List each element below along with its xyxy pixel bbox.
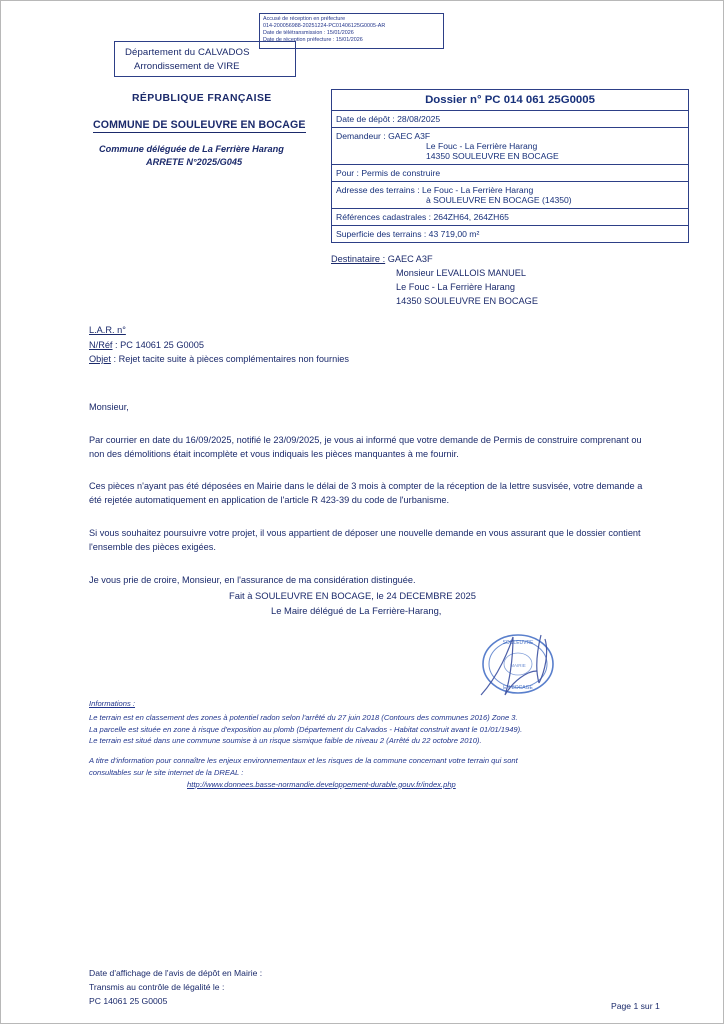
demandeur-line-1: Demandeur : GAEC A3F	[336, 131, 431, 141]
arrete-number: ARRETE N°2025/G045	[146, 157, 243, 167]
demandeur-line-2: Le Fouc - La Ferrière Harang	[426, 141, 538, 151]
official-round-stamp-icon	[479, 631, 563, 703]
footer-line-1: Date d'affichage de l'avis de dépôt en Mairie :	[89, 968, 263, 978]
objet-label: Objet	[89, 354, 111, 365]
informations-line-3: Le terrain est situé dans une commune soumise à un risque sismique faible de niveau 2 (Arrêté du 22 octobre 2010).	[89, 736, 482, 746]
stamp-line-2: 014-200056988-20251224-PC01406125G0005-AR	[263, 23, 386, 30]
page-number: Page 1 sur 1	[611, 1001, 660, 1011]
adresse-line-1: Adresse des terrains : Le Fouc - La Ferrière Harang	[336, 185, 534, 195]
paragraph-1: Par courrier en date du 16/09/2025, notifié le 23/09/2025, je vous ai informé que votre demande de Permis de construire comprenant ou non des démolitions était incomplète et vous indiquais les pièces manquantes à me fournir.	[89, 434, 642, 459]
dossier-pour: Pour : Permis de construire	[332, 165, 688, 182]
republique-francaise: RÉPUBLIQUE FRANÇAISE	[132, 93, 272, 104]
destinataire-line-2: Monsieur LEVALLOIS MANUEL	[396, 267, 527, 278]
footer-line-3: PC 14061 25 G0005	[89, 995, 168, 1006]
dossier-demandeur	[332, 128, 688, 165]
signature-block	[229, 589, 476, 618]
signature-role: Le Maire délégué de La Ferrière-Harang,	[271, 604, 442, 616]
adresse-line-2: à SOULEUVRE EN BOCAGE (14350)	[426, 195, 572, 205]
destinataire-block	[331, 253, 538, 309]
footer-line-2: Transmis au contrôle de légalité le :	[89, 981, 225, 992]
nref-line	[89, 338, 349, 353]
destinataire-name: GAEC A3F	[385, 254, 433, 264]
lar-label: L.A.R. n°	[89, 325, 126, 335]
objet-value: : Rejet tacite suite à pièces complémentaires non fournies	[110, 354, 349, 365]
demandeur-line-3: 14350 SOULEUVRE EN BOCAGE	[426, 151, 559, 161]
stamp-line-3: Date de télétransmission : 15/01/2026	[263, 30, 354, 37]
paragraph-4: Je vous prie de croire, Monsieur, en l'assurance de ma considération distinguée.	[89, 574, 416, 585]
destinataire-line-1	[331, 253, 538, 267]
objet-line	[89, 352, 349, 367]
informations-line-4: A titre d'information pour connaître les enjeux environnementaux et les risques de la commune concernant votre terrain qui sont	[89, 756, 518, 766]
commune-title: COMMUNE DE SOULEUVRE EN BOCAGE	[93, 119, 306, 131]
informations-line-5: consultables sur le site internet de la DREAL :	[89, 767, 244, 777]
informations-line-2: La parcelle est située en zone à risque d'exposition au plomb (Département du Calvados - Habitat construit avant le 01/01/1949).	[89, 724, 523, 734]
reference-block	[89, 323, 349, 367]
arrondissement-label: Arrondissement de VIRE	[134, 61, 240, 72]
department-label: Département du CALVADOS	[125, 47, 250, 58]
destinataire-line-3: Le Fouc - La Ferrière Harang	[396, 281, 515, 292]
footer-block	[89, 967, 262, 1009]
informations-block	[89, 698, 659, 790]
letter-body	[89, 401, 649, 606]
dossier-adresse	[332, 182, 688, 209]
dossier-references-cadastrales: Références cadastrales : 264ZH64, 264ZH65	[332, 209, 688, 226]
salutation: Monsieur,	[89, 402, 129, 412]
paragraph-2: Ces pièces n'ayant pas été déposées en Mairie dans le délai de 3 mois à compter de la réception de la lettre susvisée, votre demande a été rejetée automatiquement en application de l'article R 423-39 du code de l'urbanisme.	[89, 481, 643, 506]
svg-text:EN BOCAGE: EN BOCAGE	[503, 685, 533, 691]
dossier-title: Dossier n° PC 014 061 25G0005	[332, 90, 688, 111]
destinataire-line-4: 14350 SOULEUVRE EN BOCAGE	[396, 295, 538, 306]
dossier-superficie: Superficie des terrains : 43 719,00 m²	[336, 229, 480, 239]
destinataire-label: Destinataire :	[331, 254, 386, 264]
lar-line	[89, 323, 349, 338]
paragraph-3: Si vous souhaitez poursuivre votre projet, il vous appartient de déposer une nouvelle demande en vous assurant que le dossier contient l'ensemble des pièces exigées.	[89, 527, 641, 552]
commune-deleguee: Commune déléguée de La Ferrière Harang	[99, 144, 284, 154]
signature-place-date: Fait à SOULEUVRE EN BOCAGE, le 24 DECEMBRE 2025	[229, 590, 476, 601]
dreal-link[interactable]: http://www.donnees.basse-normandie.developpement-durable.gouv.fr/index.php	[187, 779, 456, 789]
dossier-date-depot: Date de dépôt : 28/08/2025	[332, 111, 688, 128]
svg-text:SOULEUVRE: SOULEUVRE	[502, 640, 534, 646]
nref-label: N/Réf	[89, 339, 113, 350]
stamp-line-1: Accusé de réception en préfecture	[263, 16, 346, 22]
nref-value: : PC 14061 25 G0005	[112, 339, 204, 350]
stamp-line-4: Date de réception préfecture : 15/01/2026	[263, 37, 363, 44]
dossier-table	[331, 89, 689, 243]
informations-line-1: Le terrain est en classement des zones à potentiel radon selon l'arrêté du 27 juin 2018 (Contours des communes 2016) Zone 3.	[89, 712, 518, 722]
svg-text:MAIRIE: MAIRIE	[510, 663, 526, 668]
informations-spacer	[89, 747, 659, 755]
informations-heading: Informations :	[89, 699, 136, 708]
